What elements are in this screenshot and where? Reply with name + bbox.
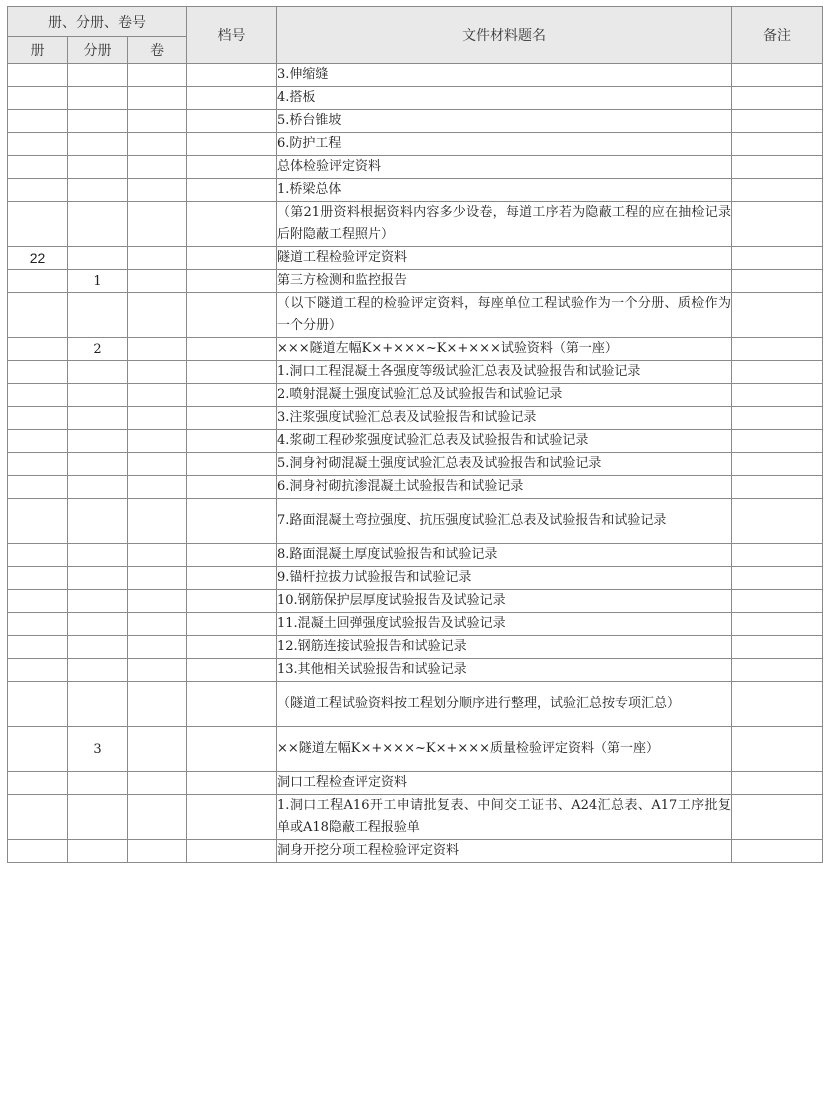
row-volume-cell [8, 590, 68, 613]
row-juan-cell [128, 795, 187, 840]
row-remark-cell [732, 270, 823, 293]
row-remark-cell [732, 407, 823, 430]
table-row [8, 338, 823, 361]
row-sub-volume-cell [68, 247, 128, 270]
row-volume-cell [8, 567, 68, 590]
row-sub-volume-cell [68, 156, 128, 179]
row-sub-volume-cell [68, 613, 128, 636]
row-title-cell: 3.注浆强度试验汇总表及试验报告和试验记录 [277, 407, 732, 430]
row-juan-cell [128, 476, 187, 499]
row-remark-cell [732, 87, 823, 110]
row-title-cell: 10.钢筋保护层厚度试验报告及试验记录 [277, 590, 732, 613]
table-row [8, 659, 823, 682]
row-file-number-cell [187, 567, 277, 590]
row-remark-cell [732, 133, 823, 156]
row-volume-cell [8, 613, 68, 636]
row-sub-volume-cell [68, 179, 128, 202]
header-sub-volume: 分册 [68, 37, 128, 64]
row-juan-cell [128, 293, 187, 338]
row-juan-cell [128, 133, 187, 156]
table-row [8, 840, 823, 863]
row-sub-volume-cell [68, 544, 128, 567]
row-juan-cell [128, 727, 187, 772]
row-title-cell: 6.洞身衬砌抗渗混凝土试验报告和试验记录 [277, 476, 732, 499]
table-row [8, 453, 823, 476]
row-title-cell: 隧道工程检验评定资料 [277, 247, 732, 270]
row-sub-volume-cell [68, 293, 128, 338]
row-sub-volume-cell [68, 636, 128, 659]
row-title-cell: ××隧道左幅K×+×××~K×+×××质量检验评定资料（第一座） [277, 727, 732, 772]
row-sub-volume-cell [68, 453, 128, 476]
table-row [8, 544, 823, 567]
row-remark-cell [732, 453, 823, 476]
row-file-number-cell [187, 772, 277, 795]
table-row [8, 430, 823, 453]
row-volume-cell [8, 430, 68, 453]
row-sub-volume-cell [68, 110, 128, 133]
row-file-number-cell [187, 659, 277, 682]
row-juan-cell [128, 179, 187, 202]
row-sub-volume-cell [68, 407, 128, 430]
row-remark-cell [732, 499, 823, 544]
row-remark-cell [732, 430, 823, 453]
row-remark-cell [732, 179, 823, 202]
row-file-number-cell [187, 338, 277, 361]
table-row [8, 613, 823, 636]
table-row [8, 476, 823, 499]
row-juan-cell [128, 567, 187, 590]
row-volume-cell: 22 [8, 247, 68, 270]
row-juan-cell [128, 64, 187, 87]
row-remark-cell [732, 659, 823, 682]
row-title-cell: 7.路面混凝土弯拉强度、抗压强度试验汇总表及试验报告和试验记录 [277, 499, 732, 544]
row-juan-cell [128, 202, 187, 247]
row-volume-cell [8, 544, 68, 567]
row-juan-cell [128, 636, 187, 659]
row-file-number-cell [187, 682, 277, 727]
row-remark-cell [732, 795, 823, 840]
row-remark-cell [732, 590, 823, 613]
row-volume-cell [8, 499, 68, 544]
row-file-number-cell [187, 476, 277, 499]
row-volume-cell [8, 453, 68, 476]
row-file-number-cell [187, 636, 277, 659]
row-volume-cell [8, 179, 68, 202]
row-volume-cell [8, 659, 68, 682]
row-file-number-cell [187, 727, 277, 772]
row-volume-cell [8, 133, 68, 156]
row-file-number-cell [187, 87, 277, 110]
row-sub-volume-cell [68, 202, 128, 247]
table-row [8, 247, 823, 270]
table-row [8, 202, 823, 247]
row-title-cell: 11.混凝土回弹强度试验报告及试验记录 [277, 613, 732, 636]
table-row [8, 772, 823, 795]
header-remarks: 备注 [732, 7, 823, 64]
table-row [8, 156, 823, 179]
row-title-cell: 6.防护工程 [277, 133, 732, 156]
row-sub-volume-cell [68, 682, 128, 727]
row-file-number-cell [187, 247, 277, 270]
row-sub-volume-cell [68, 795, 128, 840]
row-juan-cell [128, 361, 187, 384]
row-title-cell: 洞口工程检查评定资料 [277, 772, 732, 795]
row-title-cell: 1.洞口工程混凝土各强度等级试验汇总表及试验报告和试验记录 [277, 361, 732, 384]
row-file-number-cell [187, 202, 277, 247]
row-file-number-cell [187, 179, 277, 202]
table-row [8, 179, 823, 202]
table-row [8, 795, 823, 840]
header-file-number: 档号 [187, 7, 277, 64]
row-remark-cell [732, 384, 823, 407]
row-file-number-cell [187, 407, 277, 430]
table-row [8, 636, 823, 659]
row-file-number-cell [187, 840, 277, 863]
table-row [8, 567, 823, 590]
row-volume-cell [8, 110, 68, 133]
row-title-cell: 第三方检测和监控报告 [277, 270, 732, 293]
row-file-number-cell [187, 613, 277, 636]
row-file-number-cell [187, 270, 277, 293]
row-volume-cell [8, 270, 68, 293]
row-title-cell: 1.桥梁总体 [277, 179, 732, 202]
row-juan-cell [128, 590, 187, 613]
row-volume-cell [8, 772, 68, 795]
row-remark-cell [732, 636, 823, 659]
row-volume-cell [8, 840, 68, 863]
row-juan-cell [128, 270, 187, 293]
row-juan-cell [128, 682, 187, 727]
row-remark-cell [732, 772, 823, 795]
row-file-number-cell [187, 590, 277, 613]
row-juan-cell [128, 430, 187, 453]
table-row [8, 682, 823, 727]
row-juan-cell [128, 247, 187, 270]
row-remark-cell [732, 544, 823, 567]
row-volume-cell [8, 384, 68, 407]
row-remark-cell [732, 567, 823, 590]
row-file-number-cell [187, 544, 277, 567]
table-row [8, 64, 823, 87]
row-file-number-cell [187, 64, 277, 87]
row-title-cell: ×××隧道左幅K×+×××~K×+×××试验资料（第一座） [277, 338, 732, 361]
row-juan-cell [128, 499, 187, 544]
row-volume-cell [8, 361, 68, 384]
row-remark-cell [732, 156, 823, 179]
row-sub-volume-cell [68, 499, 128, 544]
table-row [8, 110, 823, 133]
row-juan-cell [128, 544, 187, 567]
row-volume-cell [8, 202, 68, 247]
row-sub-volume-cell [68, 133, 128, 156]
row-sub-volume-cell [68, 430, 128, 453]
row-sub-volume-cell: 2 [68, 338, 128, 361]
row-volume-cell [8, 156, 68, 179]
row-file-number-cell [187, 361, 277, 384]
row-remark-cell [732, 361, 823, 384]
row-remark-cell [732, 64, 823, 87]
row-remark-cell [732, 110, 823, 133]
row-file-number-cell [187, 453, 277, 476]
row-title-cell: 4.浆砌工程砂浆强度试验汇总表及试验报告和试验记录 [277, 430, 732, 453]
row-sub-volume-cell [68, 384, 128, 407]
row-sub-volume-cell [68, 772, 128, 795]
row-sub-volume-cell [68, 361, 128, 384]
row-remark-cell [732, 247, 823, 270]
row-file-number-cell [187, 795, 277, 840]
table-body [8, 64, 823, 863]
row-sub-volume-cell: 1 [68, 270, 128, 293]
row-volume-cell [8, 87, 68, 110]
row-sub-volume-cell [68, 87, 128, 110]
row-volume-cell [8, 795, 68, 840]
row-file-number-cell [187, 384, 277, 407]
table-row [8, 361, 823, 384]
row-remark-cell [732, 682, 823, 727]
table-row [8, 499, 823, 544]
row-title-cell: 总体检验评定资料 [277, 156, 732, 179]
row-title-cell: 4.搭板 [277, 87, 732, 110]
row-file-number-cell [187, 293, 277, 338]
row-juan-cell [128, 613, 187, 636]
header-juan: 卷 [128, 37, 187, 64]
row-file-number-cell [187, 133, 277, 156]
row-juan-cell [128, 87, 187, 110]
table-row [8, 590, 823, 613]
row-title-cell: 洞身开挖分项工程检验评定资料 [277, 840, 732, 863]
table-row [8, 87, 823, 110]
row-juan-cell [128, 384, 187, 407]
row-volume-cell [8, 682, 68, 727]
header-document-title: 文件材料题名 [277, 7, 732, 64]
row-title-cell: 2.喷射混凝土强度试验汇总及试验报告和试验记录 [277, 384, 732, 407]
row-juan-cell [128, 338, 187, 361]
row-file-number-cell [187, 499, 277, 544]
row-volume-cell [8, 64, 68, 87]
table-row [8, 133, 823, 156]
row-sub-volume-cell [68, 567, 128, 590]
row-title-cell: 5.桥台锥坡 [277, 110, 732, 133]
row-juan-cell [128, 407, 187, 430]
row-volume-cell [8, 293, 68, 338]
row-remark-cell [732, 613, 823, 636]
row-title-cell: （第21册资料根据资料内容多少设卷，每道工序若为隐蔽工程的应在抽检记录后附隐蔽工程照片） [277, 202, 732, 247]
row-juan-cell [128, 110, 187, 133]
row-remark-cell [732, 727, 823, 772]
row-juan-cell [128, 659, 187, 682]
row-title-cell: 5.洞身衬砌混凝土强度试验汇总表及试验报告和试验记录 [277, 453, 732, 476]
row-volume-cell [8, 407, 68, 430]
row-sub-volume-cell [68, 590, 128, 613]
table-row [8, 727, 823, 772]
row-remark-cell [732, 840, 823, 863]
row-title-cell: 1.洞口工程A16开工申请批复表、中间交工证书、A24汇总表、A17工序批复单或A18隐蔽工程报验单 [277, 795, 732, 840]
row-volume-cell [8, 727, 68, 772]
row-juan-cell [128, 156, 187, 179]
table-row [8, 384, 823, 407]
header-volume: 册 [8, 37, 68, 64]
row-title-cell: 3.伸缩缝 [277, 64, 732, 87]
row-sub-volume-cell [68, 476, 128, 499]
row-file-number-cell [187, 430, 277, 453]
row-title-cell: 8.路面混凝土厚度试验报告和试验记录 [277, 544, 732, 567]
row-remark-cell [732, 338, 823, 361]
row-juan-cell [128, 453, 187, 476]
row-sub-volume-cell [68, 64, 128, 87]
row-volume-cell [8, 636, 68, 659]
row-volume-cell [8, 476, 68, 499]
row-remark-cell [732, 476, 823, 499]
table-row [8, 293, 823, 338]
header-volume-group: 册、分册、卷号 [8, 7, 187, 37]
row-title-cell: 13.其他相关试验报告和试验记录 [277, 659, 732, 682]
row-title-cell: （隧道工程试验资料按工程划分顺序进行整理，试验汇总按专项汇总） [277, 682, 732, 727]
table-row [8, 270, 823, 293]
row-title-cell: 9.锚杆拉拔力试验报告和试验记录 [277, 567, 732, 590]
row-juan-cell [128, 840, 187, 863]
table-row [8, 407, 823, 430]
archive-catalog-table [7, 6, 823, 863]
row-file-number-cell [187, 156, 277, 179]
row-sub-volume-cell [68, 659, 128, 682]
row-volume-cell [8, 338, 68, 361]
row-remark-cell [732, 293, 823, 338]
row-remark-cell [732, 202, 823, 247]
row-sub-volume-cell: 3 [68, 727, 128, 772]
row-file-number-cell [187, 110, 277, 133]
row-title-cell: （以下隧道工程的检验评定资料，每座单位工程试验作为一个分册、质检作为一个分册） [277, 293, 732, 338]
row-sub-volume-cell [68, 840, 128, 863]
row-juan-cell [128, 772, 187, 795]
row-title-cell: 12.钢筋连接试验报告和试验记录 [277, 636, 732, 659]
